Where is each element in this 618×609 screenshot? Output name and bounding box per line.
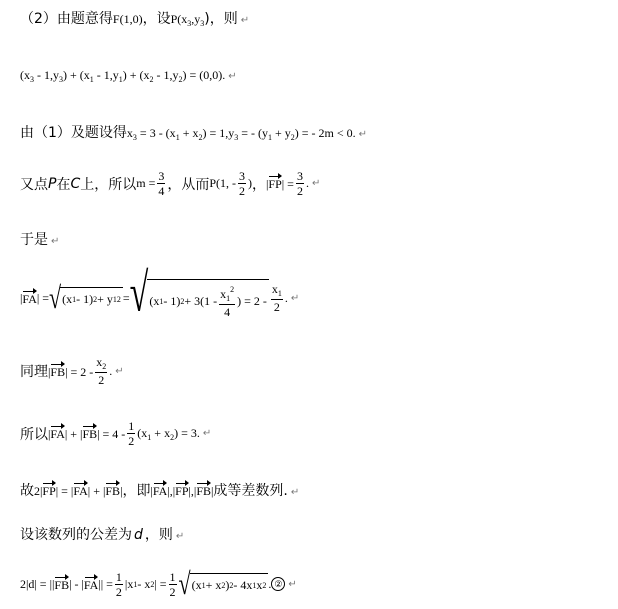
text: （2）由题意得 [20, 11, 113, 27]
text: 故 [20, 483, 34, 499]
text: d [134, 527, 143, 543]
math: $(x_1 + x_2) = 3$. [137, 425, 200, 442]
text: 由（1）及题设得 [20, 125, 127, 141]
paragraph-mark: ↵ [202, 428, 212, 439]
text: 成等差数列. [213, 483, 288, 499]
text: )，则 [204, 11, 238, 27]
math: m = [136, 176, 156, 190]
text: P [48, 175, 57, 192]
paragraph-mark: ↵ [288, 578, 297, 590]
text: C [70, 175, 81, 192]
line-7: 同理 |FB| = 2 - $\frac{x_2}{2}$ . ↵ [20, 355, 124, 387]
math: |FB| = 2 - [48, 364, 94, 379]
vector-fb: FB [50, 364, 66, 379]
text: ，设 [142, 11, 171, 27]
math: . [305, 176, 309, 190]
line-6: | FA | = √ (x 1 - 1) 2 + y 1 2 = √ (x 1 - 1) 2 + 3(1 - $\frac{x_1^2}{4}$ ) = 2 - $\frac{x_1}{2}$ . ↵ [20, 263, 300, 323]
paragraph-mark: ↵ [311, 178, 321, 189]
line-2 [20, 68, 237, 84]
math: $P(x_3,y_3$ [170, 12, 205, 28]
line-5 [20, 229, 59, 249]
math: $x_3 = 3 - (x_1 + x_2) = 1,y_3$ = - $(y_1 + y_2)$ = - 2m < 0. [126, 126, 356, 142]
paragraph-mark: ↵ [290, 292, 300, 304]
square-root: √ (x 1 - 1) 2 + 3(1 - $\frac{x_1^2}{4}$ ) = 2 - [129, 263, 267, 323]
paragraph-mark: ↵ [51, 236, 60, 247]
math: P(1, - [209, 176, 237, 190]
paragraph-mark: ↵ [175, 531, 185, 542]
line-10 [20, 524, 184, 544]
fraction: $\frac{x_2}{2}$ [96, 355, 107, 387]
text: ，则 [144, 527, 173, 543]
text: ， [252, 176, 267, 193]
fraction: $\frac{1}{2}$ [169, 569, 176, 599]
vector-fa: FA [83, 577, 99, 592]
math: 2|FP| = |FA| + |FB| [34, 484, 123, 498]
paragraph-mark: ↵ [290, 487, 300, 498]
line-9 [20, 480, 299, 500]
fraction: $\frac{3}{2}$ [296, 169, 303, 198]
math: |FA|,|FP|,|FB| [150, 484, 214, 498]
text: 所以 [20, 426, 48, 443]
vector-fa: FA [50, 427, 65, 441]
paragraph-mark: ↵ [240, 15, 250, 26]
text: 同理 [20, 364, 48, 380]
line-8 [20, 420, 211, 447]
fraction: $\frac{x_1}{2}$ [271, 282, 282, 314]
math: |FA| + |FB| = 4 - [48, 427, 126, 441]
fraction: $\frac{1}{2}$ [128, 419, 135, 448]
text: 在 [56, 176, 71, 193]
square-root: √ (x 1 - 1) 2 + y 1 2 [49, 279, 121, 315]
math: ) [248, 176, 253, 190]
text: 设该数列的公差为 [20, 527, 132, 543]
text: 又点 [20, 176, 48, 193]
vector-fb: FB [82, 427, 98, 441]
fraction: $\frac{3}{2}$ [239, 169, 246, 198]
line-11: 2|d| = || FB | - | FA || = $\frac{1}{2}$ |x 1 - x 2 | = $\frac{1}{2}$ √ (x 1 + x 2 ) 2 - 4x 1 x 2 . ② ↵ [20, 565, 297, 601]
vector-fb: FB [54, 577, 70, 592]
fraction: $\frac{1}{2}$ [115, 569, 122, 599]
vector-fa: FA [22, 291, 37, 306]
paragraph-mark: ↵ [228, 71, 237, 82]
square-root: √ (x 1 + x 2 ) 2 - 4x 1 x 2 [178, 565, 267, 601]
text: ，即 [122, 483, 151, 499]
text: 上，所以 [80, 176, 137, 193]
fraction: $\frac{x_1^2}{4}$ [220, 284, 235, 319]
line-4 [20, 170, 320, 197]
vector-fp: FP [268, 177, 282, 191]
paragraph-mark: ↵ [115, 365, 124, 377]
circled-number: ② [271, 577, 285, 591]
equation: $(x_3 - 1,y_3) + (x_1 - 1,y_1) + (x_2 - 1,y_2) = (0,0)$. [20, 68, 226, 84]
math: |FP| = [266, 177, 294, 191]
line-3 [20, 122, 367, 142]
paragraph-mark: ↵ [358, 129, 368, 140]
text: 于是 [20, 232, 48, 248]
fraction: $\frac{3}{4}$ [158, 169, 165, 198]
math: F(1,0) [112, 12, 143, 26]
text: ，从而 [167, 176, 210, 193]
line-1 [20, 8, 249, 28]
